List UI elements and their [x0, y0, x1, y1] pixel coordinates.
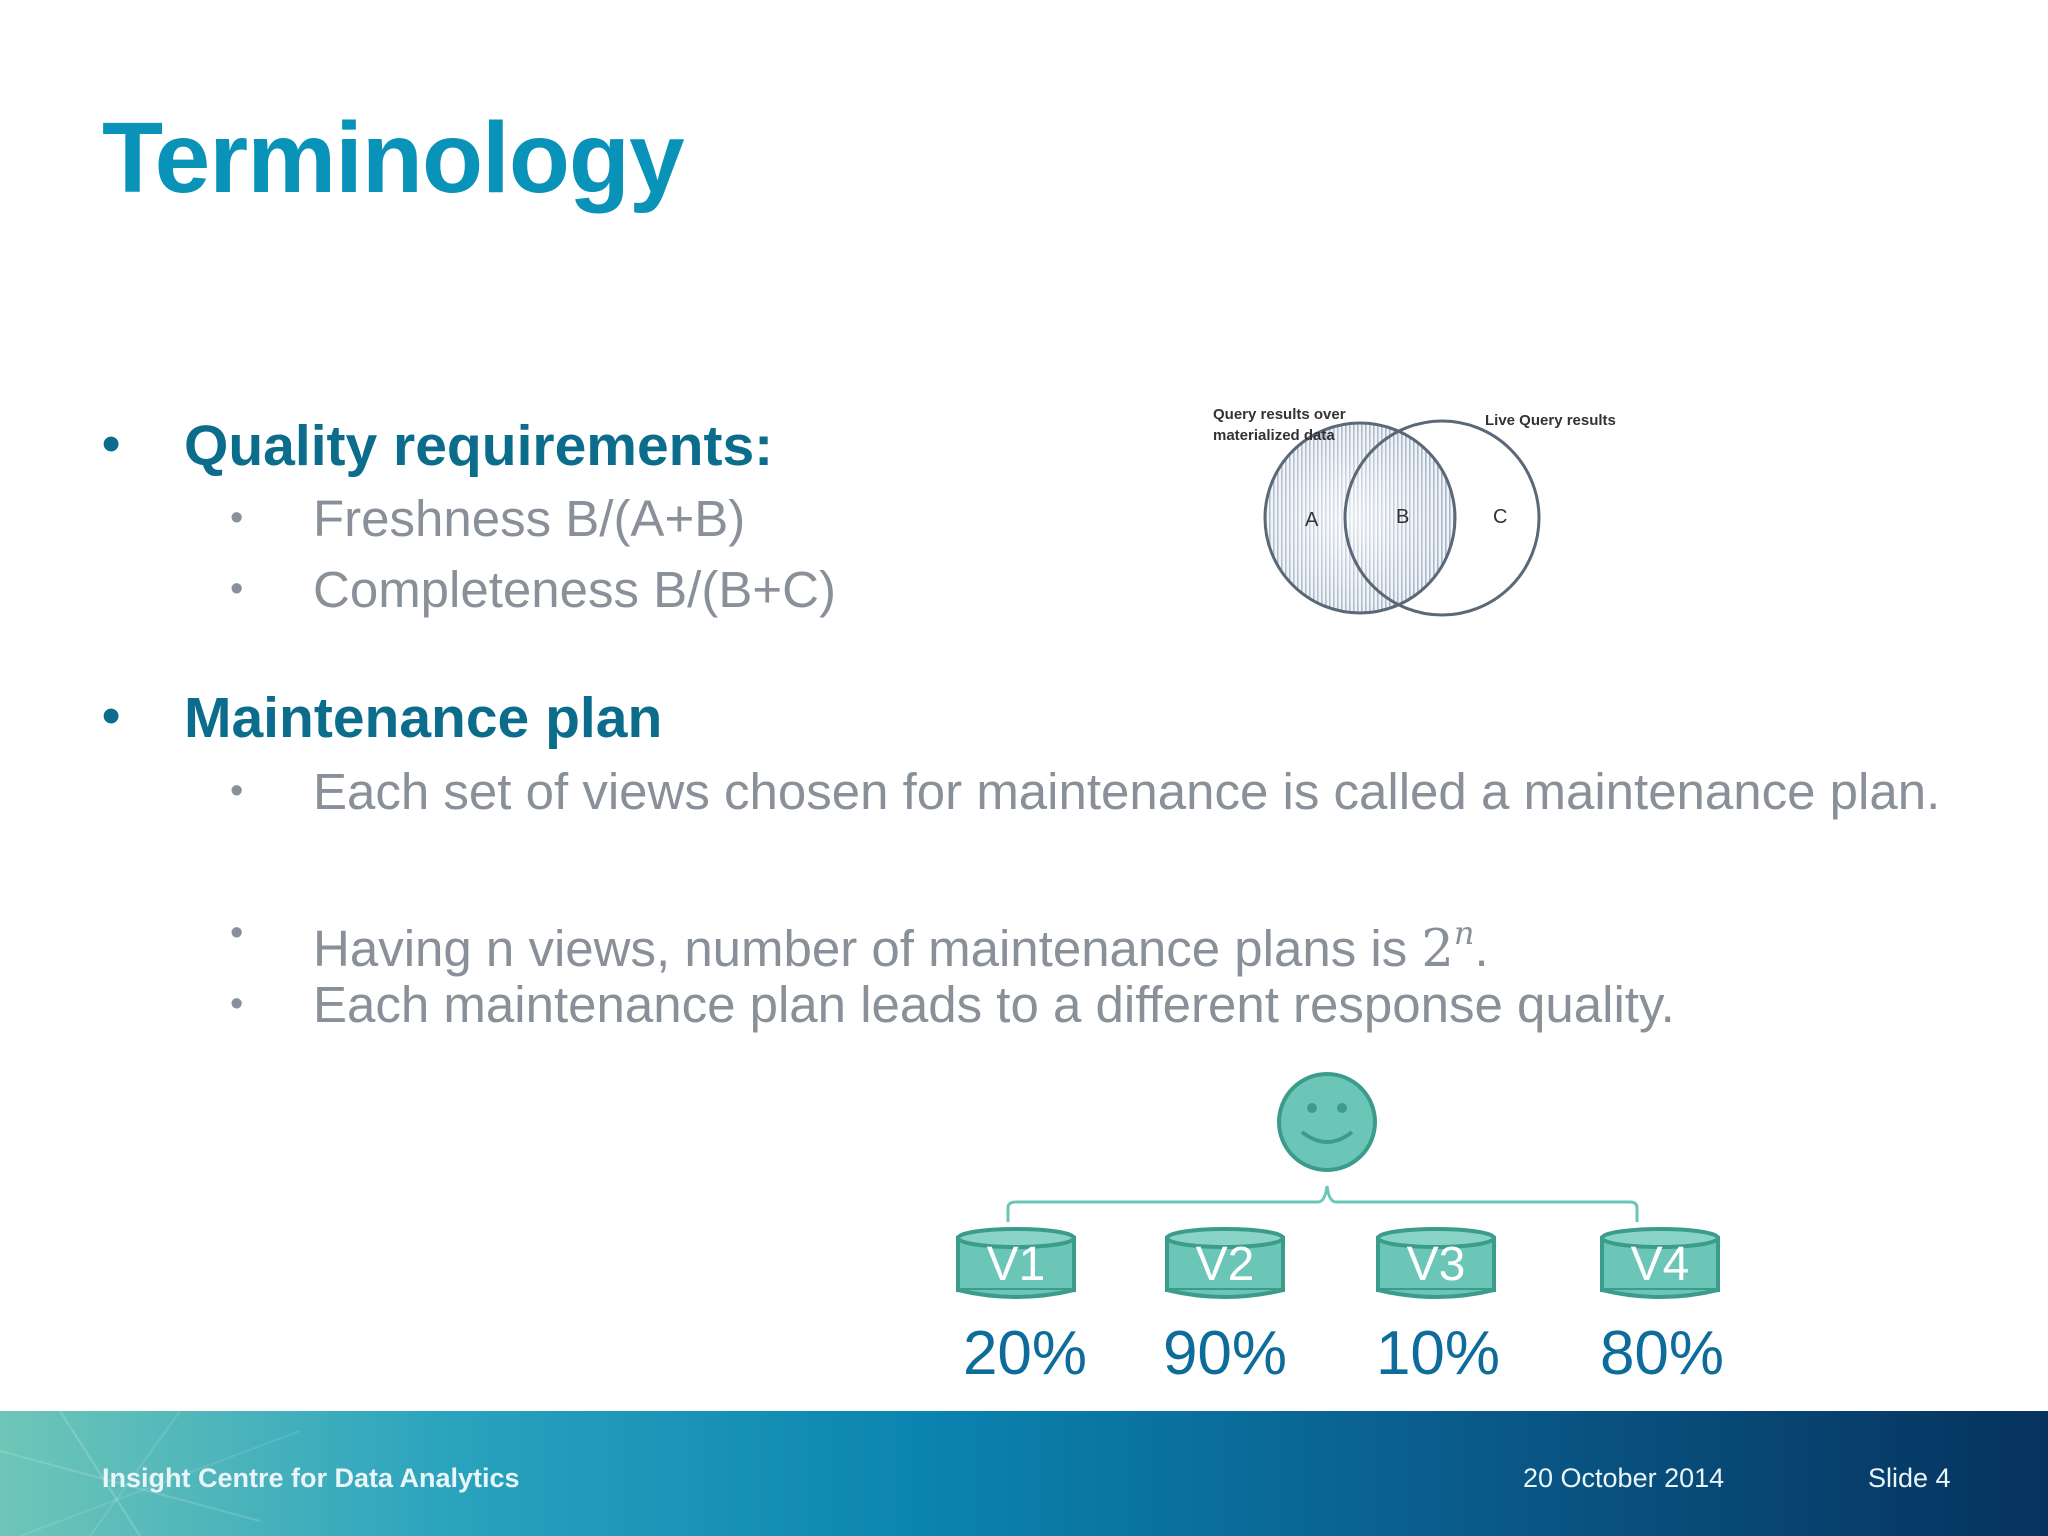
view-label: V3 — [1406, 1238, 1466, 1291]
bullet-dot: • — [102, 415, 121, 473]
sub-bullet-dot: • — [230, 912, 244, 954]
formula-base: 2 — [1421, 920, 1454, 979]
view-label: V2 — [1195, 1238, 1255, 1291]
bullet-heading: Quality requirements: — [184, 414, 774, 478]
views-brace — [1008, 1186, 1637, 1222]
view-cylinder-v4 — [1602, 1229, 1718, 1297]
sub-bullet-dot: • — [230, 770, 244, 812]
footer-slide-number: Slide 4 — [1868, 1463, 1951, 1493]
formula-exponent: n — [1453, 914, 1475, 952]
view-cylinder-v1 — [958, 1229, 1074, 1297]
sub-bullet-text: Having n views, number of maintenance plans is — [313, 920, 1408, 977]
view-quality-v3: 10% — [1375, 1319, 1501, 1388]
view-label: V1 — [986, 1238, 1046, 1291]
sub-bullet-text: Each maintenance plan leads to a different response quality. — [313, 976, 1675, 1033]
venn-region-c: C — [1493, 506, 1508, 528]
sub-bullet-dot: • — [230, 983, 244, 1025]
bullet-heading: Maintenance plan — [184, 686, 663, 750]
bullet-dot: • — [102, 687, 121, 745]
footer-date: 20 October 2014 — [1523, 1463, 1725, 1493]
formula-trailing: . — [1474, 920, 1489, 977]
venn-region-a: A — [1305, 509, 1319, 531]
venn-label-left-line2: materialized data — [1213, 427, 1335, 444]
slide-title: Terminology — [102, 102, 684, 214]
view-cylinder-v3 — [1378, 1229, 1494, 1297]
smiley-user-icon — [1279, 1074, 1375, 1170]
venn-diagram — [1205, 395, 1635, 635]
sub-bullet-text: Each set of views chosen for maintenance is called a maintenance plan. — [313, 763, 1941, 820]
sub-bullet-text: Completeness B/(B+C) — [313, 561, 836, 618]
venn-label-right: Live Query results — [1485, 412, 1616, 429]
sub-bullet-dot: • — [230, 568, 244, 610]
venn-region-b: B — [1396, 506, 1410, 528]
view-quality-v4: 80% — [1599, 1319, 1725, 1388]
footer-bar — [0, 1411, 2048, 1536]
sub-bullet-dot: • — [230, 497, 244, 539]
footer-organization: Insight Centre for Data Analytics — [102, 1463, 520, 1493]
venn-label-left-line1: Query results over — [1213, 406, 1346, 423]
view-quality-v2: 90% — [1162, 1319, 1288, 1388]
sub-bullet-text: Freshness B/(A+B) — [313, 490, 746, 547]
view-quality-v1: 20% — [962, 1319, 1088, 1388]
view-cylinder-v2 — [1167, 1229, 1283, 1297]
view-label: V4 — [1630, 1238, 1690, 1291]
